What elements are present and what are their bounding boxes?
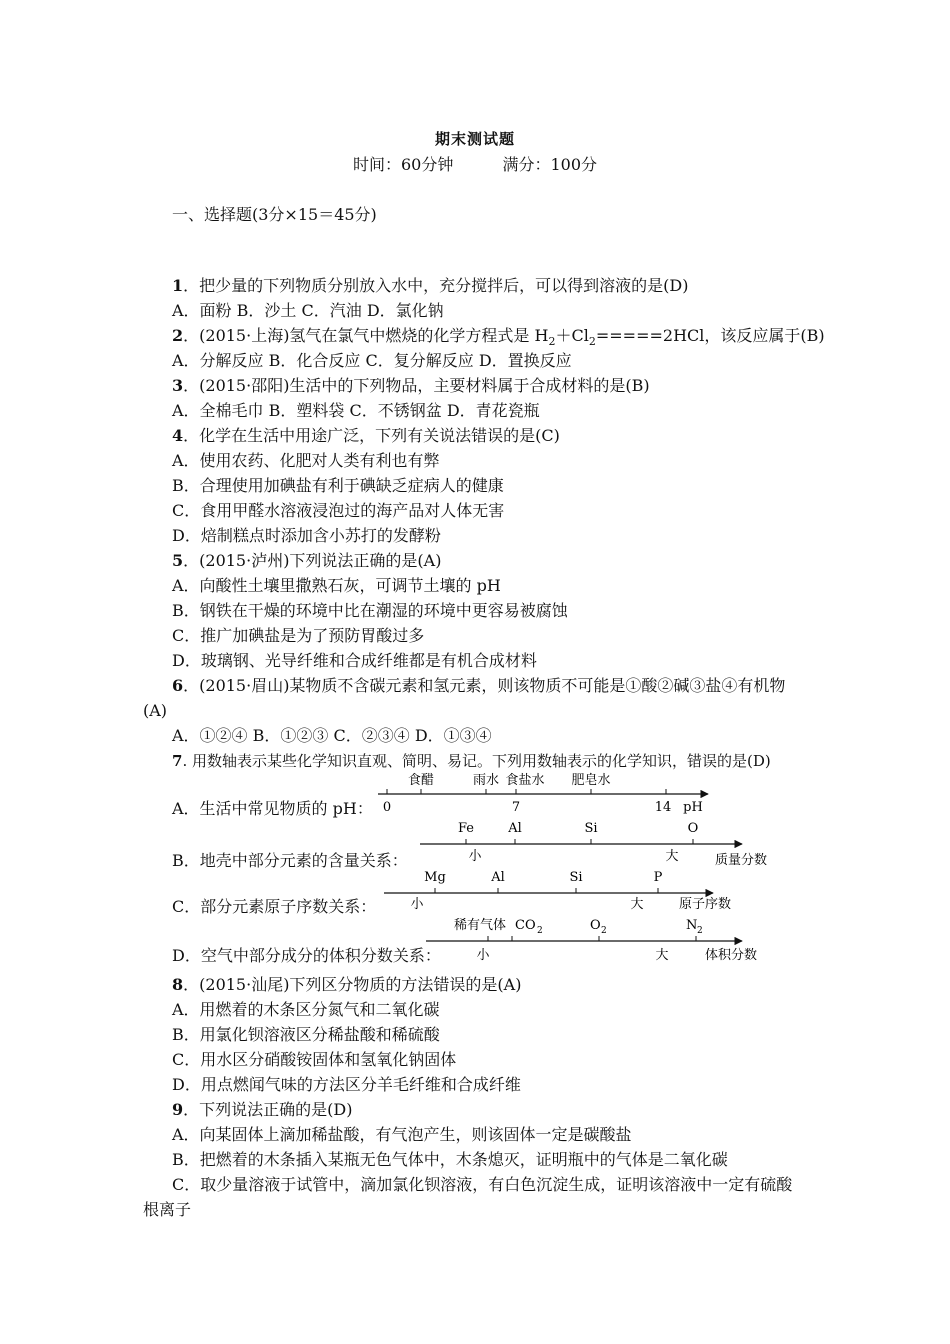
ph-label-vinegar: 食醋 xyxy=(407,773,435,788)
ph-label-soap: 肥皂水 xyxy=(571,773,611,788)
question-3-options: A．全棉毛巾 B．塑料袋 C．不锈钢盆 D．青花瓷瓶 xyxy=(172,401,540,420)
question-8-option-b: B．用氯化钡溶液区分稀盐酸和稀硫酸 xyxy=(172,1025,440,1044)
crust-axis xyxy=(420,821,767,868)
air-label-n2: N xyxy=(686,918,698,933)
full-score: 满分：100分 xyxy=(502,155,597,174)
page-title: 期末测试题 xyxy=(434,130,515,148)
air-small: 小 xyxy=(476,948,490,963)
ph-label-rain: 雨水 xyxy=(472,773,500,788)
atomic-label-mg: Mg xyxy=(424,870,446,885)
question-1-options: A．面粉 B．沙土 C．汽油 D．氯化钠 xyxy=(172,301,444,320)
question-9-option-c: C．取少量溶液于试管中，滴加氯化钡溶液，有白色沉淀生成，证明该溶液中一定有硫酸 xyxy=(172,1175,793,1194)
question-6-options: A．①②④ B．①②③ C．②③④ D．①③④ xyxy=(172,726,492,745)
question-4-option-c: C．食用甲醛水溶液浸泡过的海产品对人体无害 xyxy=(172,501,505,520)
atomic-label-si: Si xyxy=(569,870,583,885)
air-axis-label: 体积分数 xyxy=(704,948,758,963)
ph-axis xyxy=(378,772,708,815)
crust-label-al: Al xyxy=(508,821,522,836)
question-8-option-d: D．用点燃闻气味的方法区分羊毛纤维和合成纤维 xyxy=(172,1075,521,1094)
air-large: 大 xyxy=(655,948,669,963)
section-title: 一、选择题(3分×15＝45分) xyxy=(172,205,377,224)
air-label-o2: O xyxy=(590,918,601,933)
ph-axis-label: pH xyxy=(683,800,703,815)
time-limit: 时间：60分钟 xyxy=(352,155,454,174)
ph-label-salt: 食盐水 xyxy=(505,773,545,788)
question-8-option-c: C．用水区分硝酸铵固体和氢氧化钠固体 xyxy=(172,1050,457,1069)
question-1-stem: 1．把少量的下列物质分别放入水中，充分搅拌后，可以得到溶液的是(D) xyxy=(172,276,689,295)
question-9-option-a: A．向某固体上滴加稀盐酸，有气泡产生，则该固体一定是碳酸盐 xyxy=(172,1125,632,1144)
question-2-options: A．分解反应 B．化合反应 C．复分解反应 D．置换反应 xyxy=(172,351,572,370)
question-9-stem: 9．下列说法正确的是(D) xyxy=(172,1100,353,1119)
ph-tick-0: 0 xyxy=(382,800,392,815)
question-6-stem: 6．(2015·眉山)某物质不含碳元素和氢元素，则该物质不可能是①酸②碱③盐④有机物 xyxy=(172,676,786,695)
crust-small: 小 xyxy=(468,849,482,864)
question-8-option-a: A．用燃着的木条区分氮气和二氧化碳 xyxy=(172,1000,440,1019)
ph-tick-14: 14 xyxy=(654,800,672,815)
question-9-option-c-cont: 根离子 xyxy=(143,1200,192,1219)
question-7-option-c: C．部分元素原子序数关系： xyxy=(172,897,377,916)
air-axis xyxy=(426,917,757,963)
air-label-rare-gas: 稀有气体 xyxy=(454,918,507,933)
question-4-stem: 4．化学在生活中用途广泛，下列有关说法错误的是(C) xyxy=(172,426,560,445)
crust-axis-label: 质量分数 xyxy=(714,853,768,868)
atomic-small: 小 xyxy=(410,897,424,912)
crust-large: 大 xyxy=(665,849,679,864)
question-5-option-b: B．钢铁在干燥的环境中比在潮湿的环境中更容易被腐蚀 xyxy=(172,601,568,620)
question-4-option-d: D．焙制糕点时添加含小苏打的发酵粉 xyxy=(172,526,441,545)
question-7-stem: 7. 用数轴表示某些化学知识直观、简明、易记。下列用数轴表示的化学知识，错误的是(D) xyxy=(172,752,771,770)
question-5-option-d: D．玻璃钢、光导纤维和合成纤维都是有机合成材料 xyxy=(172,651,537,670)
crust-label-fe: Fe xyxy=(457,821,475,836)
air-label-co2: CO xyxy=(515,918,536,933)
question-4-option-b: B．合理使用加碘盐有利于碘缺乏症病人的健康 xyxy=(172,476,504,495)
air-label-n2-sub: 2 xyxy=(697,926,703,936)
atomic-large: 大 xyxy=(630,897,644,912)
question-5-stem: 5．(2015·泸州)下列说法正确的是(A) xyxy=(172,551,442,570)
atomic-axis xyxy=(384,870,731,912)
atomic-label-al: Al xyxy=(491,870,505,885)
question-5-option-c: C．推广加碘盐是为了预防胃酸过多 xyxy=(172,626,425,645)
question-4-option-a: A．使用农药、化肥对人类有利也有弊 xyxy=(172,451,440,470)
question-6-answer: (A) xyxy=(143,701,168,720)
crust-label-si: Si xyxy=(584,821,598,836)
air-label-co2-sub: 2 xyxy=(537,926,543,936)
question-7-option-a: A．生活中常见物质的 pH： xyxy=(172,799,373,818)
question-5-option-a: A．向酸性土壤里撒熟石灰，可调节土壤的 pH xyxy=(172,576,501,595)
atomic-axis-label: 原子序数 xyxy=(678,897,732,912)
air-label-o2-sub: 2 xyxy=(601,926,607,936)
question-8-stem: 8．(2015·汕尾)下列区分物质的方法错误的是(A) xyxy=(172,975,522,994)
crust-label-o: O xyxy=(687,821,699,836)
question-7-option-d: D．空气中部分成分的体积分数关系： xyxy=(172,946,441,965)
question-2-stem: 2．(2015·上海)氢气在氯气中燃烧的化学方程式是 $H_2+Cl_2=====2HCl$，该反应属于(B) xyxy=(172,326,825,349)
question-7-option-b: B．地壳中部分元素的含量关系： xyxy=(172,851,408,870)
question-3-stem: 3．(2015·邵阳)生活中的下列物品，主要材料属于合成材料的是(B) xyxy=(172,376,650,395)
question-9-option-b: B．把燃着的木条插入某瓶无色气体中，木条熄灭，证明瓶中的气体是二氧化碳 xyxy=(172,1150,728,1169)
atomic-label-p: P xyxy=(653,870,663,885)
ph-tick-7: 7 xyxy=(511,800,521,815)
